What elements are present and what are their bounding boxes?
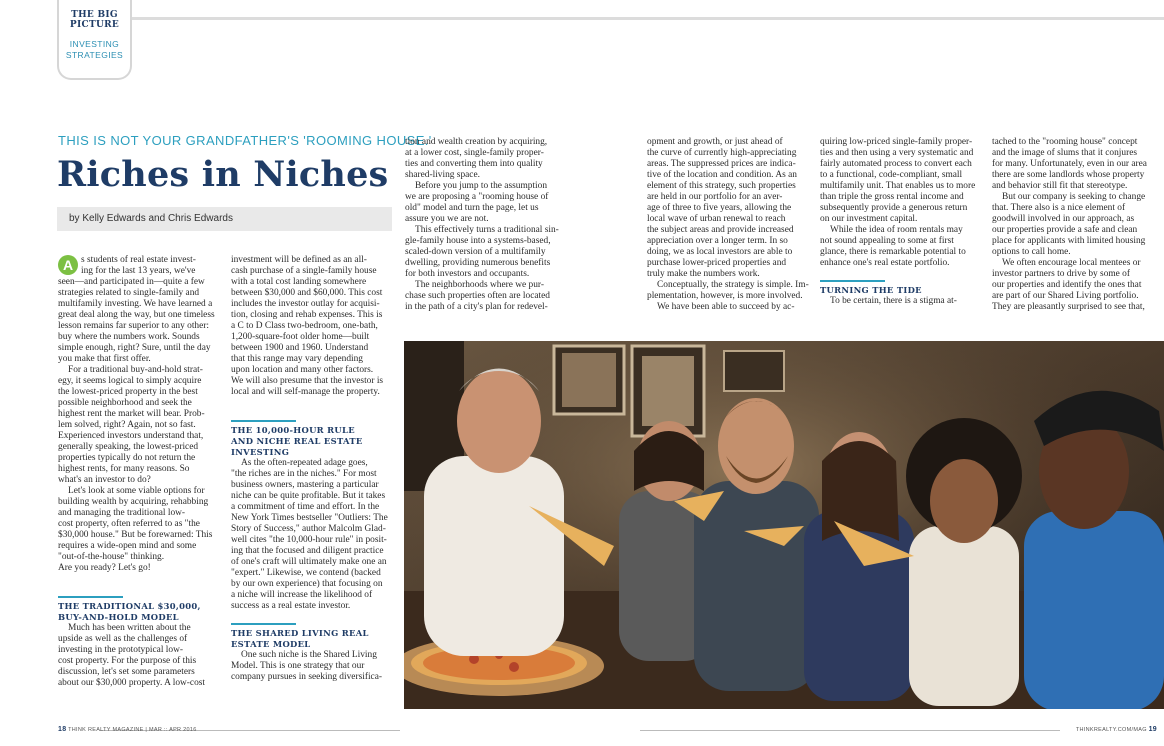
text-line: Are you ready? Let's go! bbox=[58, 563, 151, 573]
text-line: on our investment capital. bbox=[820, 214, 918, 224]
page-number-right: 19 bbox=[1148, 726, 1157, 733]
text-line: highest rents, for many reasons. So bbox=[58, 464, 190, 474]
column-2 bbox=[231, 255, 396, 683]
text-line: AND NICHE REAL ESTATE bbox=[231, 436, 363, 446]
section-tab-subtitle: INVESTING STRATEGIES bbox=[65, 39, 124, 60]
column-2-body-3 bbox=[231, 650, 396, 683]
text-line: possible neighborhood and seek the bbox=[58, 398, 192, 408]
text-line: scaled-down version of a multifamily bbox=[405, 247, 546, 257]
text-line: and behavior still fit that stereotype. bbox=[992, 181, 1128, 191]
text-line: quiring low-priced single-family proper- bbox=[820, 137, 973, 147]
text-line: $30,000 house." But be forewarned: This bbox=[58, 530, 213, 540]
text-line: Let's look at some viable options for bbox=[68, 486, 205, 496]
text-line: tached to the "rooming house" concept bbox=[992, 137, 1138, 147]
text-line: Story of Success," author Malcolm Glad- bbox=[231, 524, 386, 534]
text-line: s students of real estate invest- bbox=[81, 255, 196, 265]
text-line: chase such properties often are located bbox=[405, 291, 550, 301]
text-line: gle-family house into a systems-based, bbox=[405, 236, 551, 246]
text-line: BUY-AND-HOLD MODEL bbox=[58, 612, 179, 622]
text-line: plementation, however, is more involved. bbox=[647, 291, 803, 301]
text-line: truly make the numbers work. bbox=[647, 269, 760, 279]
text-line: THE SHARED LIVING REAL bbox=[231, 628, 369, 638]
text-line: subsequently provide a generous return bbox=[820, 203, 968, 213]
text-line: Experienced investors understand that, bbox=[58, 431, 204, 441]
text-line: areas. The suppressed prices are indica- bbox=[647, 159, 796, 169]
text-line: local and will self-manage the property. bbox=[231, 387, 380, 397]
text-line: we are proposing a "rooming house of bbox=[405, 192, 549, 202]
text-line: INVESTING bbox=[231, 447, 290, 457]
text-line: not sound appealing to some at first bbox=[820, 236, 954, 246]
column-1-body bbox=[58, 255, 218, 574]
footer-right-text: THINKREALTY.COM/MAG bbox=[1075, 727, 1147, 733]
text-line: egy, it seems logical to simply acquire bbox=[58, 376, 202, 386]
text-line: our properties and identify the ones that bbox=[992, 280, 1142, 290]
text-line: Before you jump to the assumption bbox=[415, 181, 548, 191]
text-line: are held in our portfolio for an aver- bbox=[647, 192, 783, 202]
drop-cap: A bbox=[58, 255, 78, 275]
heading-rule bbox=[231, 623, 296, 625]
text-line: great deal along the way, but one timeless bbox=[58, 310, 215, 320]
page-number-left: 18 bbox=[58, 726, 67, 733]
text-line: multifamily investing. We have learned a bbox=[58, 299, 213, 309]
text-line: discussion, let's set some parameters bbox=[58, 667, 195, 677]
text-line: appreciation over a longer term. In so bbox=[647, 236, 788, 246]
column-4 bbox=[647, 137, 809, 313]
text-line: doing, we as local investors are able to bbox=[647, 247, 793, 257]
text-line: purchase lower-priced properties and bbox=[647, 258, 787, 268]
text-line: ESTATE MODEL bbox=[231, 639, 311, 649]
text-line: ing for the last 13 years, we've bbox=[81, 266, 196, 276]
text-line: enhance one's real estate portfolio. bbox=[820, 258, 950, 268]
heading-turning-the-tide bbox=[820, 285, 985, 296]
top-rule bbox=[130, 17, 1164, 20]
text-line: "expert." Likewise, we contend (backed bbox=[231, 568, 381, 578]
heading-rule bbox=[231, 420, 296, 422]
text-line: well cites "the 10,000-hour rule" in posit- bbox=[231, 535, 387, 545]
text-line: and the image of slums that it conjures bbox=[992, 148, 1138, 158]
text-line: than triple the gross rental income and bbox=[820, 192, 964, 202]
footer-left-text: THINK REALTY MAGAZINE | MAR :: APR 2016 bbox=[68, 727, 197, 733]
text-line: multifamily unit. That enables us to more bbox=[820, 181, 976, 191]
text-line: element of this strategy, such properties bbox=[647, 181, 796, 191]
text-line: lesson remains far superior to any other: bbox=[58, 321, 209, 331]
text-line: the curve of currently high-appreciating bbox=[647, 148, 797, 158]
column-5 bbox=[820, 137, 985, 307]
column-6 bbox=[992, 137, 1157, 313]
text-line: a commitment of time and effort. In the bbox=[231, 502, 380, 512]
headline: Riches in Niches bbox=[57, 154, 389, 195]
text-line: includes the investor outlay for acquisi- bbox=[231, 299, 380, 309]
text-line: cost property, often referred to as "the bbox=[58, 519, 200, 529]
text-line: investment will be defined as an all- bbox=[231, 255, 367, 265]
text-line: ties and then using a very systematic and bbox=[820, 148, 974, 158]
text-line: tion and wealth creation by acquiring, bbox=[405, 137, 548, 147]
text-line: you make that first offer. bbox=[58, 354, 151, 364]
text-line: our properties provide a safe and clean bbox=[992, 225, 1138, 235]
column-4-body bbox=[647, 137, 809, 313]
heading-rule bbox=[58, 596, 123, 598]
text-line: upon location and many other factors. bbox=[231, 365, 374, 375]
column-3 bbox=[405, 137, 567, 313]
text-line: strategies related to single-family and bbox=[58, 288, 200, 298]
text-line: We will also presume that the investor is bbox=[231, 376, 384, 386]
text-line: upside as well as the challenges of bbox=[58, 634, 188, 644]
text-line: lem solved, right? Again, not so fast. bbox=[58, 420, 196, 430]
text-line: This effectively turns a traditional sin- bbox=[415, 225, 559, 235]
column-2-body-2 bbox=[231, 458, 396, 612]
kicker: THIS IS NOT YOUR GRANDFATHER'S 'ROOMING HOUSE.' bbox=[58, 133, 432, 148]
text-line: the subject areas and provide increased bbox=[647, 225, 794, 235]
text-line: by our own experience) that focusing on bbox=[231, 579, 383, 589]
text-line: between 1900 and 1960. Understand bbox=[231, 343, 369, 353]
column-5-body-2 bbox=[820, 296, 985, 307]
footer-rule-right bbox=[640, 730, 1060, 731]
text-line: New York Times bestseller "Outliers: The bbox=[231, 513, 388, 523]
column-5-body bbox=[820, 137, 985, 269]
text-line: buy where the numbers work. Sounds bbox=[58, 332, 200, 342]
text-line: highest rent the market will bear. Prob- bbox=[58, 409, 205, 419]
heading-traditional-model bbox=[58, 601, 218, 623]
text-line: THE TRADITIONAL $30,000, bbox=[58, 601, 201, 611]
text-line: As the often-repeated adage goes, bbox=[241, 458, 368, 468]
column-6-body bbox=[992, 137, 1157, 313]
text-line: local wave of urban renewal to reach bbox=[647, 214, 786, 224]
text-line: To be certain, there is a stigma at- bbox=[830, 296, 957, 306]
text-line: goodwill involved in our approach, as bbox=[992, 214, 1135, 224]
text-line: For a traditional buy-and-hold strat- bbox=[68, 365, 203, 375]
text-line: THE 10,000-HOUR RULE bbox=[231, 425, 355, 435]
text-line: ties and converting them into quality bbox=[405, 159, 543, 169]
text-line: in the path of a city's plan for redevel- bbox=[405, 302, 548, 312]
column-1-body-2 bbox=[58, 623, 218, 689]
text-line: We often encourage local mentees or bbox=[1002, 258, 1141, 268]
text-line: seen—and participated in—quite a few bbox=[58, 277, 205, 287]
text-line: are part of our Shared Living portfolio. bbox=[992, 291, 1139, 301]
text-line: But our company is seeking to change bbox=[1002, 192, 1146, 202]
text-line: success as a real estate investor. bbox=[231, 601, 351, 611]
text-line: cash purchase of a single-family house bbox=[231, 266, 377, 276]
text-line: that this range may vary depending bbox=[231, 354, 363, 364]
text-line: with a total cost landing somewhere bbox=[231, 277, 367, 287]
footer-left bbox=[58, 726, 197, 733]
text-line: there are some landlords whose property bbox=[992, 170, 1145, 180]
text-line: of one's craft will ultimately make one an bbox=[231, 557, 387, 567]
text-line: place for applicants with limited housing bbox=[992, 236, 1146, 246]
text-line: assure you we are not. bbox=[405, 214, 489, 224]
text-line: "the riches are in the niches." For most bbox=[231, 469, 377, 479]
text-line: properties typically do not return the bbox=[58, 453, 196, 463]
text-line: fairly automated process to convert each bbox=[820, 159, 972, 169]
text-line: investor partners to drive by some of bbox=[992, 269, 1130, 279]
text-line: for both investors and occupants. bbox=[405, 269, 530, 279]
text-line: investing in the prototypical low- bbox=[58, 645, 183, 655]
text-line: Conceptually, the strategy is simple. Im- bbox=[657, 280, 809, 290]
text-line: at a lower cost, single-family proper- bbox=[405, 148, 544, 158]
text-line: business owners, mastering a particular bbox=[231, 480, 379, 490]
text-line: what's an investor to do? bbox=[58, 475, 151, 485]
text-line: a niche will increase the likelihood of bbox=[231, 590, 373, 600]
text-line: TURNING THE TIDE bbox=[820, 285, 922, 295]
text-line: tion, closing and rehab expenses. This is bbox=[231, 310, 383, 320]
text-line: cost property. For the purpose of this bbox=[58, 656, 197, 666]
people-eating-pizza-photo bbox=[404, 341, 1164, 709]
text-line: The neighborhoods where we pur- bbox=[415, 280, 544, 290]
heading-shared-living bbox=[231, 628, 396, 650]
column-1 bbox=[58, 255, 218, 689]
text-line: generally speaking, the lowest-priced bbox=[58, 442, 199, 452]
text-line: They are pleasantly surprised to see that, bbox=[992, 302, 1145, 312]
text-line: building wealth by acquiring, rehabbing bbox=[58, 497, 209, 507]
text-line: the lowest-priced property in the best bbox=[58, 387, 198, 397]
text-line: to a functional, code-compliant, small bbox=[820, 170, 963, 180]
text-line: dwelling, providing numerous benefits bbox=[405, 258, 551, 268]
heading-10000-hour-rule bbox=[231, 425, 396, 458]
byline: by Kelly Edwards and Chris Edwards bbox=[69, 213, 233, 224]
text-line: a C to D Class two-bedroom, one-bath, bbox=[231, 321, 378, 331]
footer-right bbox=[1076, 726, 1157, 733]
text-line: old" model and turn the page, let us bbox=[405, 203, 539, 213]
text-line: age of three to five years, allowing the bbox=[647, 203, 792, 213]
text-line: We have been able to succeed by ac- bbox=[657, 302, 795, 312]
text-line: niche can be quite profitable. But it takes bbox=[231, 491, 386, 501]
text-line: "out-of-the-house" thinking. bbox=[58, 552, 165, 562]
text-line: 1,200-square-foot older home—built bbox=[231, 332, 370, 342]
text-line: Much has been written about the bbox=[68, 623, 191, 633]
text-line: ing that the focused and diligent practice bbox=[231, 546, 384, 556]
text-line: about our $30,000 property. A low-cost bbox=[58, 678, 206, 688]
section-tab bbox=[57, 0, 132, 80]
column-2-body bbox=[231, 255, 396, 398]
text-line: company pursues in seeking diversifica- bbox=[231, 672, 382, 682]
text-line: tive of the location and condition. As an bbox=[647, 170, 797, 180]
text-line: between $30,000 and $60,000. This cost bbox=[231, 288, 383, 298]
text-line: Model. This is one strategy that our bbox=[231, 661, 365, 671]
text-line: that. There also is a nice element of bbox=[992, 203, 1126, 213]
text-line: and managing the traditional low- bbox=[58, 508, 186, 518]
text-line: options to call home. bbox=[992, 247, 1071, 257]
section-tab-title: THE BIG PICTURE bbox=[69, 10, 120, 30]
text-line: shared-living space. bbox=[405, 170, 480, 180]
heading-rule bbox=[820, 280, 885, 282]
text-line: opment and growth, or just ahead of bbox=[647, 137, 783, 147]
text-line: One such niche is the Shared Living bbox=[241, 650, 377, 660]
text-line: simple enough, right? Sure, until the day bbox=[58, 343, 211, 353]
text-line: requires a wide-open mind and some bbox=[58, 541, 197, 551]
text-line: glance, there is remarkable potential to bbox=[820, 247, 966, 257]
text-line: for many. Unfortunately, even in our area bbox=[992, 159, 1147, 169]
text-line: While the idea of room rentals may bbox=[830, 225, 963, 235]
column-3-body bbox=[405, 137, 567, 313]
